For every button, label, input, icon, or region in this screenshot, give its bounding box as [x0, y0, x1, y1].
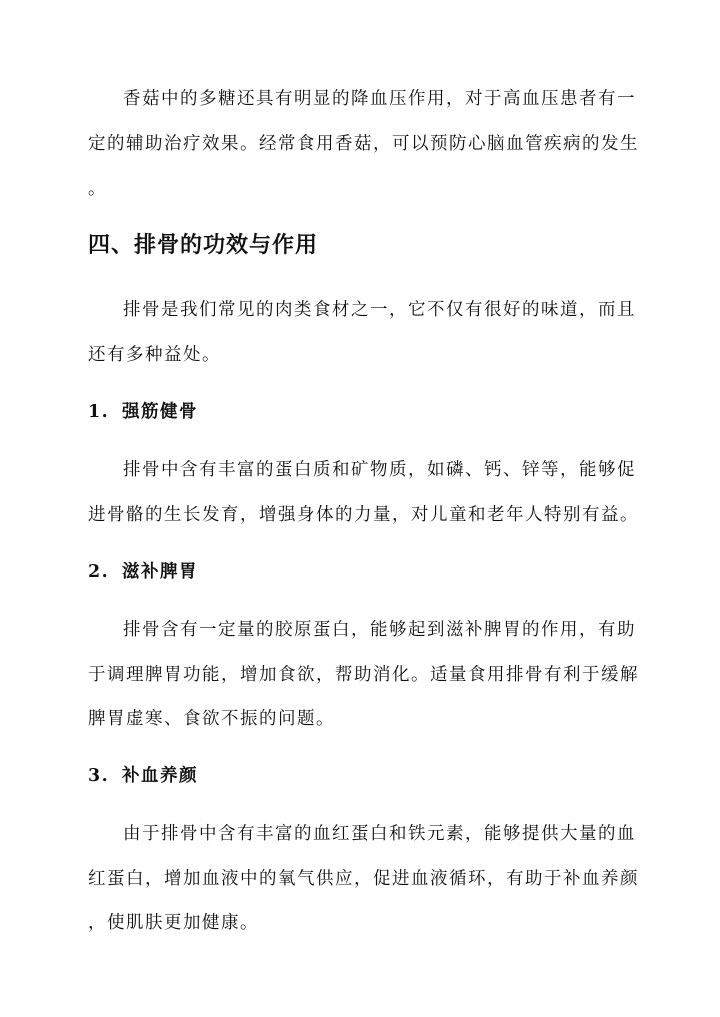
text-line: 还有多种益处。 — [88, 345, 221, 365]
subheading-number: 1. — [88, 402, 110, 422]
text-line: 于调理脾胃功能，增加食欲，帮助消化。适量食用排骨有利于缓解 — [88, 665, 639, 685]
text-line: ，使肌肤更加健康。 — [88, 913, 259, 933]
text-line: 进骨骼的生长发育，增强身体的力量，对儿童和老年人特别有益。 — [88, 505, 639, 525]
text-line: 排骨含有一定量的胶原蛋白，能够起到滋补脾胃的作用，有助 — [123, 620, 636, 640]
text-line: 排骨是我们常见的肉类食材之一，它不仅有很好的味道，而且 — [123, 300, 636, 320]
subheading-number: 3. — [88, 766, 110, 786]
subheading-3 — [88, 764, 198, 788]
text-line: 红蛋白，增加血液中的氧气供应，促进血液循环，有助于补血养颜 — [88, 869, 639, 889]
subheading-number: 2. — [88, 562, 110, 582]
section-heading: 四、排骨的功效与作用 — [88, 232, 319, 258]
text-line: 排骨中含有丰富的蛋白质和矿物质，如磷、钙、锌等，能够促 — [123, 460, 636, 480]
text-line: 定的辅助治疗效果。经常食用香菇，可以预防心脑血管疾病的发生 — [88, 134, 639, 154]
text-line: 。 — [88, 179, 107, 199]
subheading-2 — [88, 560, 198, 584]
text-line: 香菇中的多糖还具有明显的降血压作用，对于高血压患者有一 — [123, 89, 636, 109]
subheading-title: 滋补脾胃 — [122, 562, 198, 582]
subheading-title: 补血养颜 — [122, 766, 198, 786]
subheading-1 — [88, 400, 198, 424]
text-line: 脾胃虚寒、食欲不振的问题。 — [88, 709, 335, 729]
text-line: 由于排骨中含有丰富的血红蛋白和铁元素，能够提供大量的血 — [123, 824, 636, 844]
subheading-title: 强筋健骨 — [122, 402, 198, 422]
